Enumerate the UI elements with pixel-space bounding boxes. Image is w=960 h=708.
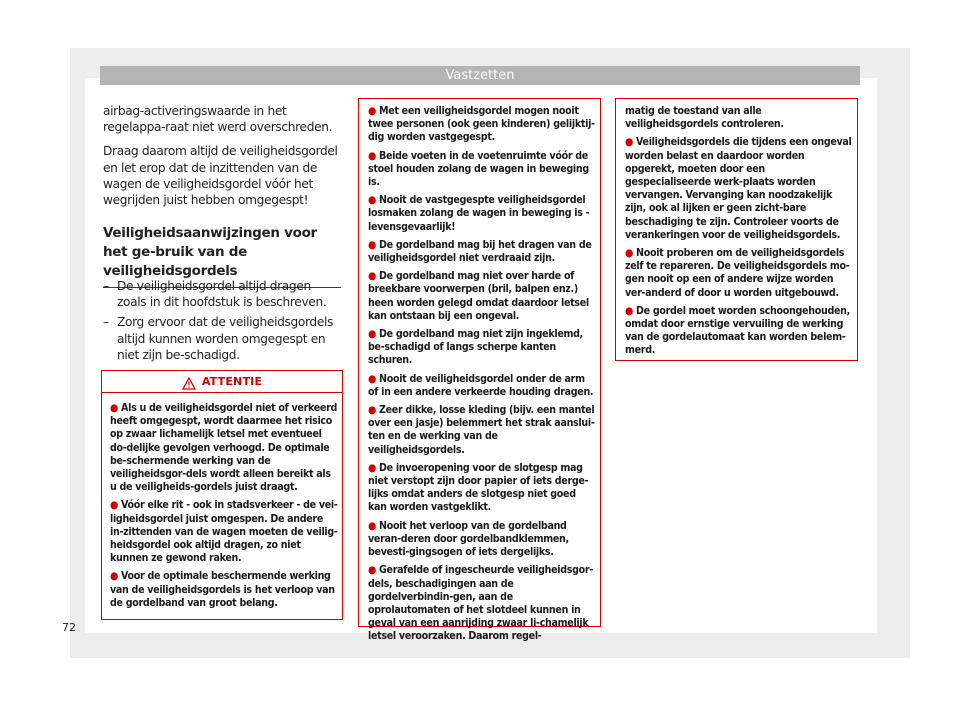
list-item-text: De gordelband mag niet over harde of breekbare voorwerpen (bril, balpen enz.) heen worden gelegd omdat daardoor letsel kan ontstaan bij een ongeval. xyxy=(368,270,589,322)
list-item xyxy=(625,247,853,300)
attention-header xyxy=(102,371,342,393)
safety-warning-box-middle xyxy=(358,98,601,643)
intro-paragraph-1: airbag-activeringswaarde in het regelappa-raat niet werd overschreden. xyxy=(103,104,333,135)
warning-triangle-icon xyxy=(182,375,196,388)
safety-list-middle xyxy=(368,105,596,644)
bullet-icon: ● xyxy=(368,328,377,341)
list-item-text: De invoeropening voor de slotgesp mag niet verstopt zijn door papier of iets derge-lijks omdat anders de slotgesp niet goed kan worden vastgeklikt. xyxy=(368,461,589,514)
instruction-list xyxy=(103,278,341,363)
list-item-text: Met een veiligheidsgordel mogen nooit twee personen (ook geen kinderen) gelijktij-dig worden vastgegespt. xyxy=(368,105,595,144)
bullet-icon: ● xyxy=(368,194,377,207)
intro-paragraph-2: Draag daarom altijd de veiligheidsgordel en let erop dat de inzittenden van de wagen de veiligheidsgordel vóór het wegrijden juist hebben omgegespt! xyxy=(103,144,338,208)
bullet-icon: ● xyxy=(625,304,634,317)
list-item xyxy=(368,462,596,515)
attention-list xyxy=(110,402,338,610)
list-item-text: Nooit de vastgegespte veiligheidsgordel losmaken zolang de wagen in beweging is - levensgevaarlijk! xyxy=(368,194,590,233)
list-item-text: Beide voeten in de voetenruimte vóór de stoel houden zolang de wagen in beweging is. xyxy=(368,149,589,189)
list-item-text: Veiligheidsgordels die tijdens een ongeval worden belast en daardoor worden opgerekt, moeten door een gespecialiseerde werk-plaats worden vervangen. Vervanging kan noodzakelijk zijn, ook al lijken er geen zicht-bare beschadiging te zijn. Controleer voorts de verankeringen voor de veiligheidsgordels. xyxy=(625,136,852,241)
list-item-text: Voor de optimale beschermende werking van de veiligheidsgordels is het verloop van de gordelband van groot belang. xyxy=(110,570,335,609)
list-item xyxy=(368,373,596,399)
bullet-icon: ● xyxy=(368,461,377,474)
bullet-icon: ● xyxy=(368,270,377,283)
bullet-icon: ● xyxy=(110,402,119,414)
list-item xyxy=(368,564,596,643)
section-title: Vastzetten xyxy=(445,68,515,83)
safety-list-right xyxy=(625,105,853,358)
bullet-icon: ● xyxy=(368,105,377,117)
list-item-text: Nooit proberen om de veiligheidsgordels zelf te repareren. De veiligheidsgordels mo-gen nooit op een of andere wijze worden ver-anderd of door u worden uitgebouwd. xyxy=(625,247,850,299)
page-number: 72 xyxy=(62,621,76,634)
list-item-text: De gordelband mag bij het dragen van de veiligheidsgordel niet verdraaid zijn. xyxy=(368,238,592,265)
attention-label: ATTENTIE xyxy=(201,375,263,388)
list-item-text: Gerafelde of ingescheurde veiligheidsgor-dels, beschadigingen aan de gordelverbindin-gen, aan de oprolautomaten of het slotdeel kunnen in geval van een aanrijding zwaar li-chamelijk letsel veroorzaken. Daarom regel- xyxy=(368,564,593,643)
list-item-text: Als u de veiligheidsgordel niet of verkeerd heeft omgegespt, wordt daarmee het risico op zwaar lichamelijk letsel met eventueel do-delijke gevolgen verhoogd. De optimale be-schermende werking van de veiligheidsgor-dels wordt alleen bereikt als u de veiligheids-gordels juist draagt. xyxy=(110,402,338,494)
attention-box xyxy=(101,370,343,620)
list-item-text: De gordelband mag niet zijn ingeklemd, be-schadigd of langs scherpe kanten schuren. xyxy=(368,328,583,367)
bullet-icon: ● xyxy=(368,564,377,577)
bullet-icon: ● xyxy=(368,404,377,417)
list-item xyxy=(368,404,596,457)
list-item: – Zorg ervoor dat de veiligheidsgordels altijd kunnen worden omgegespt en niet zijn be-schadigd. xyxy=(103,314,341,363)
list-item-text: De gordel moet worden schoongehouden, omdat door ernstige vervuiling de werking van de gordelautomaat kan worden belem-merd. xyxy=(625,304,850,357)
bullet-icon: ● xyxy=(110,570,119,583)
bullet-icon: ● xyxy=(368,372,377,385)
list-item xyxy=(625,305,853,358)
list-item: – De veiligheidsgordel altijd dragen zoals in dit hoofdstuk is beschreven. xyxy=(103,278,341,310)
bullet-icon: ● xyxy=(625,136,634,149)
bullet-icon: ● xyxy=(368,149,377,162)
continuation-text: matig de toestand van alle veiligheidsgordels controleren. xyxy=(625,105,784,131)
list-item xyxy=(368,239,596,265)
list-item-text: Zeer dikke, losse kleding (bijv. een mantel over een jasje) belemmert het strak aanslui-ten en de werking van de veiligheidsgordels. xyxy=(368,404,595,456)
bullet-icon: ● xyxy=(625,247,634,260)
list-item xyxy=(110,402,338,494)
list-item xyxy=(625,136,853,242)
intro-column xyxy=(103,103,341,288)
list-item xyxy=(368,270,596,323)
section-heading: Veiligheidsaanwijzingen voor het ge-bruik van de veiligheidsgordels xyxy=(103,224,341,288)
list-item xyxy=(368,150,596,190)
list-item-text: Nooit de veiligheidsgordel onder de arm of in een andere verkeerde houding dragen. xyxy=(368,372,594,398)
list-item xyxy=(368,105,596,145)
bullet-icon: ● xyxy=(368,519,377,532)
bullet-icon: ● xyxy=(110,499,119,512)
list-item xyxy=(368,520,596,560)
list-item-text: Nooit het verloop van de gordelband veran-deren door gordelbandklemmen, bevesti-gingsogen of iets dergelijks. xyxy=(368,519,569,559)
list-item xyxy=(110,570,338,610)
list-item xyxy=(110,499,338,565)
safety-warning-box-right xyxy=(615,98,858,361)
list-item xyxy=(368,194,596,234)
bullet-icon: ● xyxy=(368,238,377,251)
list-item xyxy=(368,328,596,368)
list-item-text: Vóór elke rit - ook in stadsverkeer - de vei-ligheidsgordel juist omgespen. De andere in-zittenden van de wagen moeten de veilig-heidsgordel ook altijd dragen, zo niet kunnen ze gewond raken. xyxy=(110,499,338,565)
